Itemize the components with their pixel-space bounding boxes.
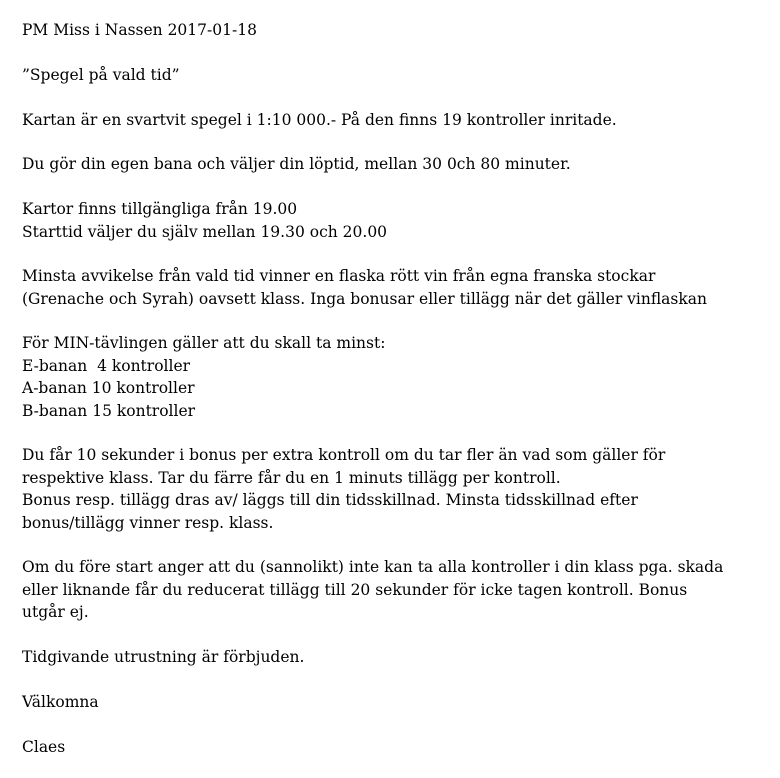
blank-line	[22, 41, 772, 63]
welcome-text: Välkomna	[22, 692, 99, 711]
wine-prize-text-line-1: Minsta avvikelse från vald tid vinner en flaska rött vin från egna franska stockar	[22, 267, 656, 286]
bonus-rule-line-1: Du får 10 sekunder i bonus per extra kontroll om du tar fler än vad som gäller för	[22, 446, 666, 465]
blank-line	[22, 624, 772, 646]
bonus-rule-line-4: bonus/tillägg vinner resp. klass.	[22, 513, 274, 532]
document-body	[22, 19, 772, 758]
injury-rule-line-1: Om du före start anger att du (sannolikt) inte kan ta alla kontroller i din klass pga. skada	[22, 558, 724, 577]
blank-line	[22, 422, 772, 444]
blank-line	[22, 310, 772, 332]
timing-equipment-rule: Tidgivande utrustning är förbjuden.	[22, 647, 305, 666]
class-e-requirement: E-banan 4 kontroller	[22, 356, 191, 375]
signature: Claes	[22, 737, 66, 756]
blank-line	[22, 713, 772, 735]
injury-rule-line-3: utgår ej.	[22, 603, 89, 622]
document-header: PM Miss i Nassen 2017-01-18	[22, 21, 257, 39]
start-time-text: Starttid väljer du själv mellan 19.30 och 20.00	[22, 222, 388, 241]
min-competition-intro: För MIN-tävlingen gäller att du skall ta minst:	[22, 334, 386, 353]
document-subtitle: ”Spegel på vald tid”	[22, 65, 180, 84]
wine-prize-text-line-2: (Grenache och Syrah) oavsett klass. Inga bonusar eller tillägg när det gäller vinflaskan	[22, 289, 707, 308]
bonus-rule-line-2: respektive klass. Tar du färre får du en 1 minuts tillägg per kontroll.	[22, 468, 561, 487]
class-b-requirement: B-banan 15 kontroller	[22, 401, 196, 420]
blank-line	[22, 668, 772, 690]
maps-available-text: Kartor finns tillgängliga från 19.00	[22, 200, 298, 219]
blank-line	[22, 243, 772, 265]
bonus-rule-line-3: Bonus resp. tillägg dras av/ läggs till din tidsskillnad. Minsta tidsskillnad efter	[22, 491, 638, 510]
blank-line	[22, 86, 772, 108]
blank-line	[22, 534, 772, 556]
blank-line	[22, 131, 772, 153]
class-a-requirement: A-banan 10 kontroller	[22, 379, 195, 398]
course-info-text: Du gör din egen bana och väljer din löptid, mellan 30 0ch 80 minuter.	[22, 155, 571, 174]
map-info-text: Kartan är en svartvit spegel i 1:10 000.- På den finns 19 kontroller inritade.	[22, 110, 617, 129]
injury-rule-line-2: eller liknande får du reducerat tillägg till 20 sekunder för icke tagen kontroll. Bonus	[22, 580, 688, 599]
blank-line	[22, 176, 772, 198]
